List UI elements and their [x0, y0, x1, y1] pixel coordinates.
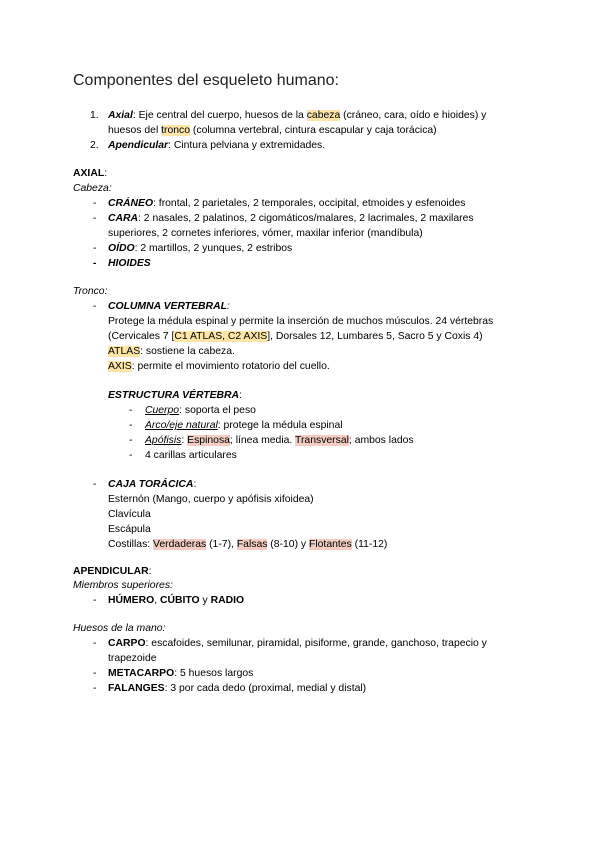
caja-costillas — [108, 537, 387, 552]
list-number-2: 2. — [90, 140, 99, 151]
item-text: : escafoides, semilunar, piramidal, pisiforme, grande, ganchoso, trapecio y — [145, 638, 487, 649]
subheading-cabeza: Cabeza: — [73, 183, 112, 194]
bullet: - — [93, 683, 97, 694]
item-text: : 2 nasales, 2 palatinos, 2 cigomáticos/malares, 2 lacrimales, 2 maxilares — [138, 213, 474, 224]
highlight-c1-c2: C1 ATLAS, C2 AXIS — [174, 331, 268, 342]
caja-escapula: Escápula — [108, 524, 151, 535]
page-title: Componentes del esqueleto humano: — [73, 72, 339, 89]
item-text: , — [154, 595, 160, 606]
bullet: - — [93, 479, 97, 490]
term-colon: : — [193, 479, 197, 490]
intro-text: (columna vertebral, cintura escapular y caja torácica) — [190, 125, 437, 136]
heading-text: AXIAL — [73, 168, 105, 179]
item-text: Costillas: — [108, 539, 154, 550]
item-text: y — [199, 595, 211, 606]
heading-text: APENDICULAR — [73, 566, 149, 577]
intro-text: (cráneo, cara, oído e hioides) y — [340, 110, 487, 121]
item-text: (1-7), — [206, 539, 237, 550]
list-item-humero-cubito-radio — [108, 593, 244, 608]
item-text: : 5 huesos largos — [174, 668, 254, 679]
bullet: - — [93, 595, 97, 606]
list-item-caja-toracica — [108, 477, 196, 492]
subheading-miembros-superiores: Miembros superiores: — [73, 580, 173, 591]
list-item-arco — [145, 418, 343, 433]
highlight-cabeza: cabeza — [306, 110, 341, 121]
list-item-cara-cont: superiores, 2 cornetes inferiores, vómer, maxilar inferior (mandíbula) — [108, 228, 423, 239]
highlight-axis: AXIS — [108, 361, 132, 372]
bullet: - — [93, 301, 97, 312]
highlight-espinosa: Espinosa — [187, 435, 230, 446]
list-item-carpo-cont: trapezoide — [108, 653, 157, 664]
intro-text: huesos del — [108, 125, 162, 136]
bullet: - — [93, 638, 97, 649]
list-item-carillas: 4 carillas articulares — [145, 450, 237, 461]
list-item-columna — [108, 299, 230, 314]
heading-colon: : — [104, 168, 108, 179]
list-item-hioides: HIOIDES — [108, 258, 151, 269]
intro-item-axial — [108, 108, 486, 123]
intro-item-apendicular — [108, 138, 325, 153]
heading-text: ESTRUCTURA VÉRTEBRA — [108, 390, 240, 401]
item-text: ; línea media. — [229, 435, 296, 446]
term-falanges: FALANGES — [108, 683, 165, 694]
term-craneo: CRÁNEO — [108, 198, 154, 209]
bullet: - — [129, 435, 133, 446]
bullet: - — [129, 405, 133, 416]
term-humero: HÚMERO — [108, 595, 155, 606]
highlight-verdaderas: Verdaderas — [153, 539, 207, 550]
list-item-metacarpo — [108, 666, 253, 681]
item-text: ; ambos lados — [348, 435, 414, 446]
caja-esternon: Esternón (Mango, cuerpo y apófisis xifoidea) — [108, 494, 314, 505]
term-cara: CARA — [108, 213, 139, 224]
item-text: : frontal, 2 parietales, 2 temporales, occipital, etmoides y esfenoides — [153, 198, 466, 209]
heading-colon: : — [148, 566, 152, 577]
term-apofisis: Apófisis — [145, 435, 182, 446]
item-text: : 2 martillos, 2 yunques, 2 estribos — [134, 243, 293, 254]
list-item-apofisis — [145, 433, 414, 448]
list-item-craneo — [108, 196, 466, 211]
columna-axis — [108, 359, 330, 374]
highlight-falsas: Falsas — [236, 539, 268, 550]
list-item-cara — [108, 211, 474, 226]
item-text: : — [181, 435, 188, 446]
term-cuerpo: Cuerpo — [145, 405, 180, 416]
list-number-1: 1. — [90, 110, 99, 121]
list-item-oido — [108, 241, 292, 256]
heading-colon: : — [239, 390, 242, 401]
item-text: (Cervicales 7 [ — [108, 331, 175, 342]
highlight-atlas: ATLAS — [108, 346, 141, 357]
columna-atlas — [108, 344, 235, 359]
item-text: (11-12) — [351, 539, 388, 550]
term-columna: COLUMNA VERTEBRAL — [108, 301, 227, 312]
item-text: : soporta el peso — [179, 405, 256, 416]
highlight-transversal: Transversal — [295, 435, 349, 446]
bullet: - — [129, 450, 133, 461]
term-carpo: CARPO — [108, 638, 146, 649]
term-axial: Axial — [108, 110, 133, 121]
item-text: (8-10) y — [267, 539, 309, 550]
term-cubito: CÚBITO — [159, 595, 200, 606]
section-heading-axial — [73, 166, 107, 181]
term-colon: : — [226, 301, 230, 312]
bullet: - — [129, 420, 133, 431]
intro-text: : Cintura pelviana y extremidades. — [168, 140, 326, 151]
highlight-flotantes: Flotantes — [309, 539, 352, 550]
intro-item-axial-cont — [108, 123, 437, 138]
subheading-tronco: Tronco: — [73, 286, 108, 297]
bullet: - — [93, 243, 97, 254]
section-heading-apendicular — [73, 564, 152, 579]
item-text: ], Dorsales 12, Lumbares 5, Sacro 5 y Coxis 4) — [267, 331, 483, 342]
item-text: : protege la médula espinal — [217, 420, 343, 431]
list-item-falanges — [108, 681, 366, 696]
item-text: : 3 por cada dedo (proximal, medial y distal) — [164, 683, 367, 694]
caja-clavicula: Clavícula — [108, 509, 151, 520]
intro-text: : Eje central del cuerpo, huesos de la — [132, 110, 307, 121]
highlight-tronco: tronco — [161, 125, 191, 136]
bullet: - — [93, 213, 97, 224]
columna-line-2 — [108, 329, 483, 344]
item-text: : sostiene la cabeza. — [140, 346, 235, 357]
subheading-estructura-vertebra — [108, 388, 242, 403]
list-item-cuerpo — [145, 403, 256, 418]
bullet: - — [93, 198, 97, 209]
term-apendicular: Apendicular — [108, 140, 169, 151]
term-caja-toracica: CAJA TORÁCICA — [108, 479, 194, 490]
term-oido: OÍDO — [108, 243, 135, 254]
term-radio: RADIO — [210, 595, 245, 606]
bullet: - — [93, 668, 97, 679]
term-metacarpo: METACARPO — [108, 668, 175, 679]
list-item-carpo — [108, 636, 487, 651]
term-arco: Arco/eje natural — [145, 420, 218, 431]
subheading-huesos-mano: Huesos de la mano: — [73, 623, 166, 634]
item-text: : permite el movimiento rotatorio del cuello. — [131, 361, 330, 372]
bullet: - — [93, 258, 97, 269]
columna-line-1: Protege la médula espinal y permite la inserción de muchos músculos. 24 vértebras — [108, 316, 494, 327]
